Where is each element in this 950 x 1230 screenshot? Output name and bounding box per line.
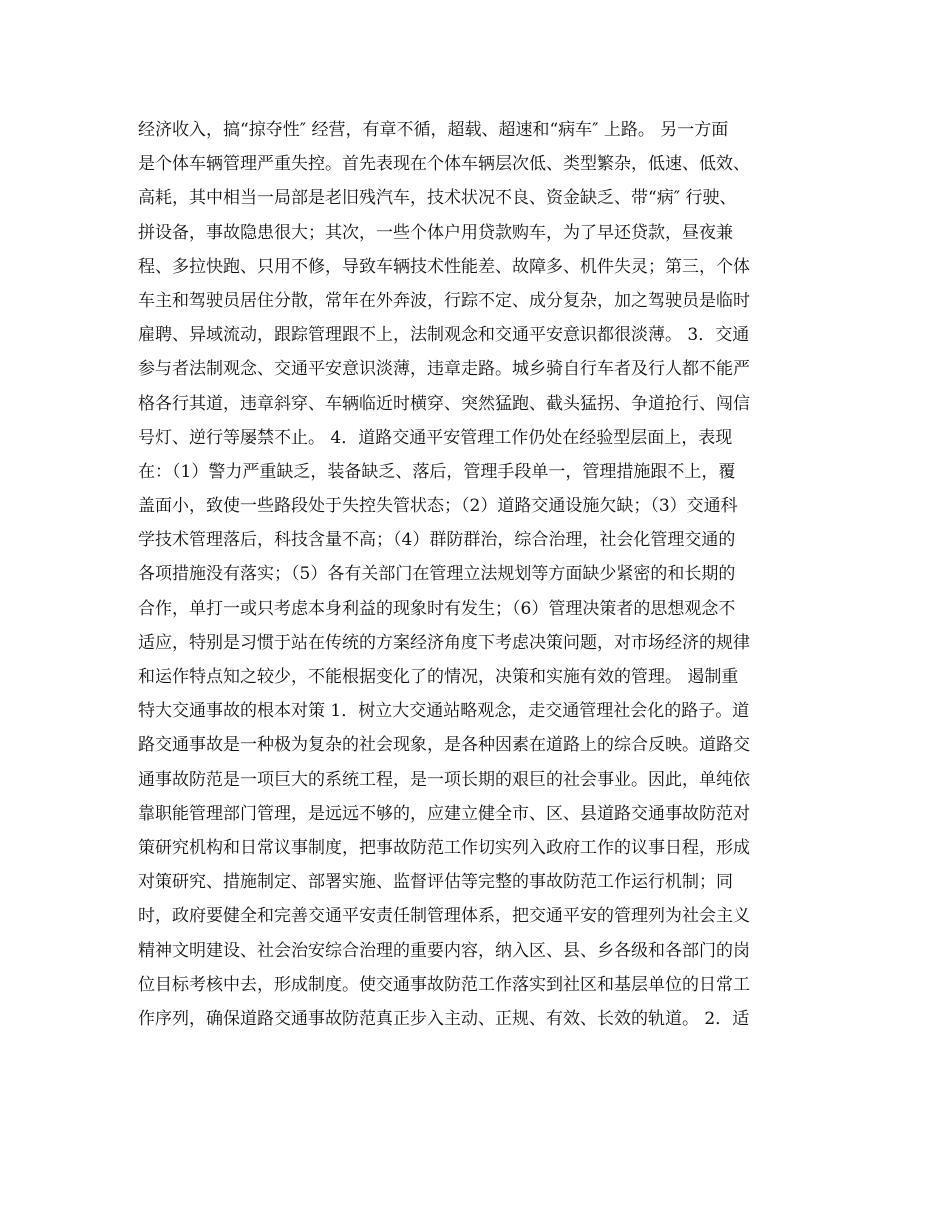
text-line: 特大交通事故的根本对策 1．树立大交通站略观念，走交通管理社会化的路子。道 [138, 701, 750, 722]
text-line: 在：（1）警力严重缺乏，装备缺乏、落后，管理手段单一，管理措施跟不上，覆 [138, 461, 736, 482]
text-line: 盖面小，致使一些路段处于失控失管状态；（2）道路交通设施欠缺；（3）交通科 [138, 496, 738, 517]
text-line: 号灯、逆行等屡禁不止。 4．道路交通平安管理工作仍处在经验型层面上，表现 [138, 427, 733, 448]
text-line: 精神文明建设、社会治安综合治理的重要内容，纳入区、县、乡各级和各部门的岗 [138, 940, 750, 961]
text-line: 是个体车辆管理严重失控。首先表现在个体车辆层次低、类型繁杂，低速、低效、 [138, 154, 750, 175]
text-line: 格各行其道，违章斜穿、车辆临近时横穿、突然猛跑、截头猛拐、争道抢行、闯信 [138, 393, 750, 414]
text-line: 位目标考核中去，形成制度。使交通事故防范工作落实到社区和基层单位的日常工 [138, 974, 750, 995]
text-line: 程、多拉快跑、只用不修，导致车辆技术性能差、故障多、机件失灵；第三，个体 [138, 256, 750, 277]
text-line: 和运作特点知之较少，不能根据变化了的情况，决策和实施有效的管理。 遏制重 [138, 667, 739, 687]
text-line: 经济收入，搞“掠夺性″ 经营，有章不循，超载、超速和“病车″ 上路。 另一方面 [138, 120, 729, 140]
text-line: 策研究机构和日常议事制度，把事故防范工作切实列入政府工作的议事日程，形成 [138, 837, 750, 858]
text-line: 各项措施没有落实；（5）各有关部门在管理立法规划等方面缺少紧密的和长期的 [138, 564, 736, 585]
text-line: 参与者法制观念、交通平安意识淡薄，违章走路。城乡骑自行车者及行人都不能严 [138, 359, 750, 380]
text-line: 路交通事故是一种极为复杂的社会现象，是各种因素在道路上的综合反映。道路交 [138, 735, 750, 756]
text-line: 高耗，其中相当一局部是老旧残汽车，技术状况不良、资金缺乏、带“病″ 行驶、 [138, 188, 737, 209]
text-line: 适应，特别是习惯于站在传统的方案经济角度下考虑决策问题，对市场经济的规律 [138, 632, 750, 653]
text-line: 雇聘、异域流动，跟踪管理跟不上，法制观念和交通平安意识都很淡薄。 3．交通 [138, 325, 750, 346]
text-line: 合作，单打一或只考虑本身利益的现象时有发生；（6）管理决策者的思想观念不 [138, 598, 736, 619]
text-line: 通事故防范是一项巨大的系统工程，是一项长期的艰巨的社会事业。因此，单纯依 [138, 769, 750, 790]
body-text [138, 113, 828, 1036]
text-line: 作序列，确保道路交通事故防范真正步入主动、正规、有效、长效的轨道。 2．适 [138, 1008, 750, 1029]
text-line: 拼设备，事故隐患很大；其次，一些个体户用贷款购车，为了早还贷款，昼夜兼 [138, 222, 733, 243]
text-line: 靠职能管理部门管理，是远远不够的，应建立健全市、区、县道路交通事故防范对 [138, 803, 750, 824]
text-line: 车主和驾驶员居住分散，常年在外奔波，行踪不定、成分复杂，加之驾驶员是临时 [138, 290, 750, 311]
text-line: 学技术管理落后，科技含量不高；（4）群防群治，综合治理，社会化管理交通的 [138, 530, 736, 551]
text-line: 时，政府要健全和完善交通平安责任制管理体系，把交通平安的管理列为社会主义 [138, 906, 750, 927]
text-line: 对策研究、措施制定、部署实施、监督评估等完整的事故防范工作运行机制；同 [138, 872, 733, 893]
